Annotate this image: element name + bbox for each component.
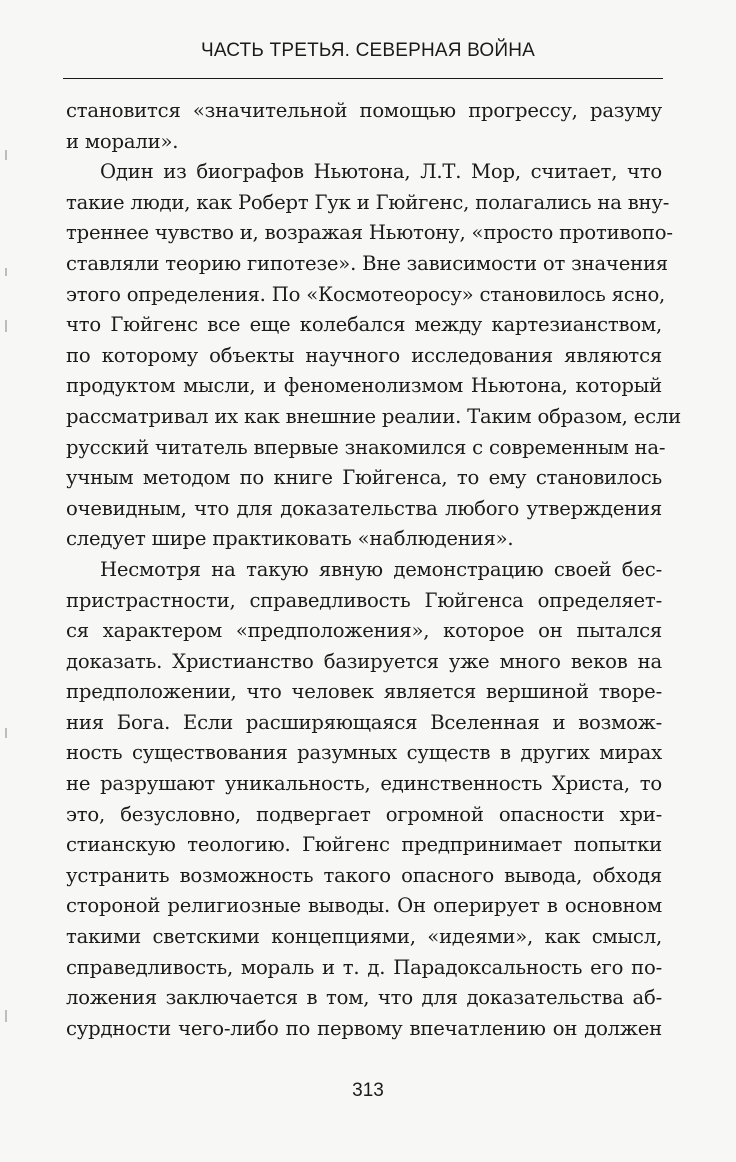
text-line: ложения заключается в том, что для доказательства аб- [66, 986, 662, 1010]
scan-edge-mark [5, 1010, 7, 1022]
text-line: предположении, что человек является вершиной творе- [66, 680, 662, 704]
text-line: Несмотря на такую явную демонстрацию своей бес- [100, 557, 662, 581]
text-line: справедливость, мораль и т. д. Парадоксальность его по- [66, 955, 662, 979]
text-line: русский читатель впервые знакомился с современным на- [66, 435, 666, 459]
text-line: такими светскими концепциями, «идеями», как смысл, [66, 925, 662, 949]
text-line: устранить возможность такого опасного вывода, обходя [66, 863, 662, 887]
text-line: пристрастности, справедливость Гюйгенса определяет- [66, 588, 662, 612]
text-line: очевидным, что для доказательства любого утверждения [66, 496, 662, 520]
text-line: продуктом мысли, и феноменолизмом Ньютона, который [66, 374, 662, 398]
text-line: что Гюйгенс все еще колебался между картезианством, [66, 313, 662, 337]
page-number: 313 [352, 1080, 384, 1101]
scan-edge-mark [5, 268, 7, 276]
text-line: это, безусловно, подвергает огромной опасности хри- [66, 802, 662, 826]
scan-edge-mark [5, 150, 7, 160]
text-line: этого определения. По «Космотеоросу» становилось ясно, [66, 282, 666, 306]
text-line: Один из биографов Ньютона, Л.Т. Мор, считает, что [100, 160, 662, 184]
header-rule [63, 78, 663, 79]
text-line: ность существования разумных существ в других мирах [66, 741, 662, 765]
text-line: по которому объекты научного исследования являются [66, 343, 662, 367]
text-line: не разрушают уникальность, единственность Христа, то [66, 772, 662, 796]
text-line: становится «значительной помощью прогрессу, разуму [66, 99, 662, 122]
text-line: и морали». [66, 129, 179, 153]
text-line: доказать. Христианство базируется уже много веков на [66, 649, 662, 673]
text-line: ставляли теорию гипотезе». Вне зависимости от значения [66, 251, 668, 275]
body-text [66, 96, 681, 1044]
text-line: такие люди, как Роберт Гук и Гюйгенс, полагались на вну- [66, 190, 670, 214]
scan-edge-mark [5, 728, 7, 738]
text-line: треннее чувство и, возражая Ньютону, «просто противопо- [66, 221, 673, 245]
running-head: ЧАСТЬ ТРЕТЬЯ. СЕВЕРНАЯ ВОЙНА [200, 40, 536, 61]
scan-edge-mark [5, 320, 7, 332]
text-line: стианскую теологию. Гюйгенс предпринимает попытки [66, 833, 662, 857]
text-line: ния Бога. Если расширяющаяся Вселенная и возмож- [66, 710, 662, 734]
text-line: учным методом по книге Гюйгенса, то ему становилось [66, 466, 662, 490]
text-line: рассматривал их как внешние реалии. Таким образом, если [66, 404, 681, 428]
text-line: следует шире практиковать «наблюдения». [66, 527, 514, 551]
text-line: ся характером «предположения», которое он пытался [66, 619, 662, 643]
text-line: стороной религиозные выводы. Он оперирует в основном [66, 894, 662, 918]
text-line: сурдности чего-либо по первому впечатлению он должен [66, 1016, 662, 1040]
